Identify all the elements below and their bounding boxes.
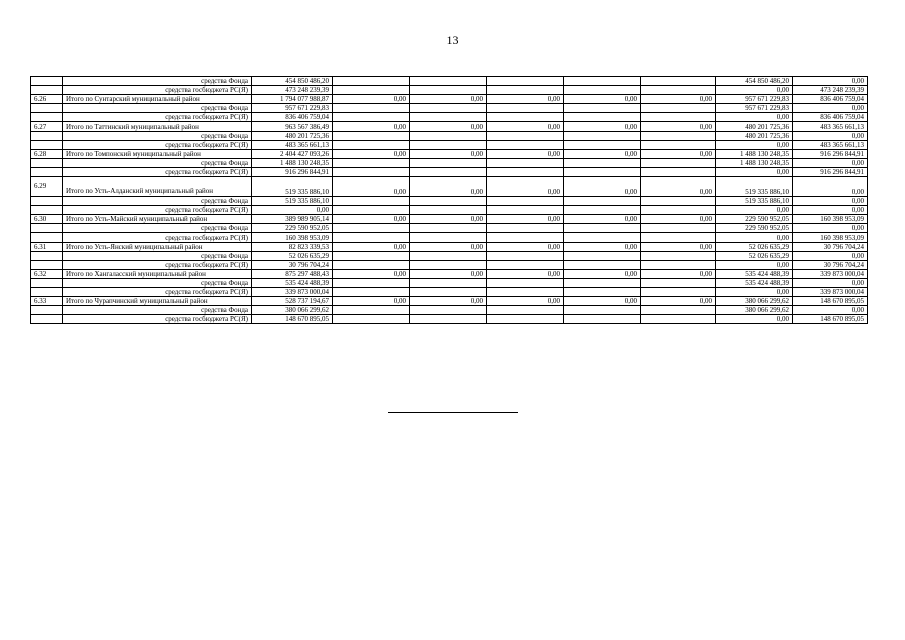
cell-total: 1 794 077 988,87: [252, 95, 333, 104]
table-row: [31, 278, 868, 287]
cell-c7: 0,00: [641, 269, 716, 278]
cell-c6: 0,00: [564, 215, 641, 224]
cell-c10: 0,00: [793, 104, 868, 113]
cell-c3: [333, 206, 410, 215]
cell-c10: 30 796 704,24: [793, 260, 868, 269]
table-row: [31, 167, 868, 176]
cell-c10: 0,00: [793, 224, 868, 233]
cell-c4: 0,00: [410, 269, 487, 278]
row-label: средства Фонда: [63, 278, 252, 287]
cell-c6: [564, 224, 641, 233]
cell-c9: 52 026 635,29: [716, 251, 793, 260]
cell-total: 916 296 844,91: [252, 167, 333, 176]
cell-c10: 916 296 844,91: [793, 167, 868, 176]
table-row: [31, 287, 868, 296]
page-number: 13: [446, 33, 459, 47]
cell-c10: 339 873 000,04: [793, 269, 868, 278]
row-code: [31, 158, 63, 167]
cell-c4: 0,00: [410, 215, 487, 224]
cell-c9: 380 066 299,62: [716, 306, 793, 315]
cell-c4: 0,00: [410, 122, 487, 131]
row-label: средства госбюджета РС(Я): [63, 287, 252, 296]
cell-c4: 0,00: [410, 177, 487, 197]
cell-c9: 480 201 725,36: [716, 122, 793, 131]
cell-c3: 0,00: [333, 215, 410, 224]
row-label: Итого по Чурапчинский муниципальный район: [63, 297, 252, 306]
row-label: средства госбюджета РС(Я): [63, 167, 252, 176]
cell-c6: 0,00: [564, 242, 641, 251]
cell-c5: 0,00: [487, 242, 564, 251]
cell-total: 454 850 486,20: [252, 77, 333, 86]
cell-c4: 0,00: [410, 95, 487, 104]
cell-c3: 0,00: [333, 122, 410, 131]
row-label: Итого по Усть-Алданский муниципальный район: [63, 177, 252, 197]
cell-c10: 0,00: [793, 177, 868, 197]
row-label: средства Фонда: [63, 131, 252, 140]
row-code: [31, 167, 63, 176]
cell-c10: 483 365 661,13: [793, 140, 868, 149]
cell-c6: [564, 77, 641, 86]
row-code: [31, 260, 63, 269]
cell-c5: [487, 224, 564, 233]
cell-total: 160 398 953,09: [252, 233, 333, 242]
cell-c3: [333, 224, 410, 233]
cell-total: 473 248 239,39: [252, 86, 333, 95]
row-code: 6.33: [31, 297, 63, 306]
cell-c5: [487, 251, 564, 260]
cell-c10: 339 873 000,04: [793, 287, 868, 296]
cell-total: 957 671 229,83: [252, 104, 333, 113]
cell-c7: [641, 113, 716, 122]
cell-c3: 0,00: [333, 242, 410, 251]
cell-total: 52 026 635,29: [252, 251, 333, 260]
table-row: [31, 242, 868, 251]
table-row: [31, 260, 868, 269]
row-code: 6.26: [31, 95, 63, 104]
row-code: [31, 104, 63, 113]
cell-c7: [641, 131, 716, 140]
cell-c9: 1 488 130 248,35: [716, 149, 793, 158]
cell-c7: 0,00: [641, 149, 716, 158]
cell-c9: 380 066 299,62: [716, 297, 793, 306]
row-label: средства Фонда: [63, 306, 252, 315]
cell-c10: 160 398 953,09: [793, 233, 868, 242]
cell-c6: [564, 131, 641, 140]
cell-c6: [564, 167, 641, 176]
table-row: [31, 158, 868, 167]
cell-c9: 480 201 725,36: [716, 131, 793, 140]
cell-c4: [410, 315, 487, 324]
cell-c10: 0,00: [793, 131, 868, 140]
table-row: [31, 122, 868, 131]
cell-c6: [564, 104, 641, 113]
cell-c10: 30 796 704,24: [793, 242, 868, 251]
row-label: средства госбюджета РС(Я): [63, 113, 252, 122]
row-label: Итого по Таттинский муниципальный район: [63, 122, 252, 131]
row-code: [31, 315, 63, 324]
cell-c10: 836 406 759,04: [793, 95, 868, 104]
cell-c4: [410, 77, 487, 86]
cell-c7: [641, 104, 716, 113]
cell-c7: [641, 278, 716, 287]
cell-c5: 0,00: [487, 149, 564, 158]
cell-c9: 0,00: [716, 167, 793, 176]
cell-c10: 0,00: [793, 197, 868, 206]
cell-c10: 0,00: [793, 158, 868, 167]
table-row: [31, 131, 868, 140]
cell-c4: 0,00: [410, 242, 487, 251]
cell-c4: [410, 113, 487, 122]
row-label: средства госбюджета РС(Я): [63, 260, 252, 269]
cell-c9: 454 850 486,20: [716, 77, 793, 86]
cell-c6: 0,00: [564, 95, 641, 104]
table-row: [31, 297, 868, 306]
cell-c7: [641, 315, 716, 324]
table-row: [31, 269, 868, 278]
cell-total: 339 873 000,04: [252, 287, 333, 296]
cell-c10: 473 248 239,39: [793, 86, 868, 95]
cell-c5: [487, 206, 564, 215]
cell-c9: 52 026 635,29: [716, 242, 793, 251]
cell-c3: [333, 315, 410, 324]
cell-c4: [410, 158, 487, 167]
row-label: средства госбюджета РС(Я): [63, 315, 252, 324]
cell-c7: 0,00: [641, 122, 716, 131]
cell-c7: [641, 233, 716, 242]
cell-c3: [333, 167, 410, 176]
cell-c6: 0,00: [564, 177, 641, 197]
cell-c3: [333, 251, 410, 260]
cell-c7: [641, 224, 716, 233]
cell-c3: 0,00: [333, 95, 410, 104]
cell-c6: [564, 260, 641, 269]
cell-total: 229 590 952,05: [252, 224, 333, 233]
cell-c6: [564, 158, 641, 167]
cell-total: 380 066 299,62: [252, 306, 333, 315]
cell-c9: 519 335 886,10: [716, 197, 793, 206]
cell-c4: 0,00: [410, 149, 487, 158]
cell-c3: 0,00: [333, 149, 410, 158]
cell-c3: 0,00: [333, 269, 410, 278]
table-row: [31, 206, 868, 215]
row-code: 6.31: [31, 242, 63, 251]
table-row: [31, 315, 868, 324]
cell-c10: 148 670 895,05: [793, 315, 868, 324]
cell-c4: [410, 86, 487, 95]
cell-c3: [333, 77, 410, 86]
cell-c6: [564, 113, 641, 122]
table-row: [31, 77, 868, 86]
cell-c5: [487, 233, 564, 242]
cell-c10: 0,00: [793, 77, 868, 86]
cell-c4: [410, 287, 487, 296]
row-label: средства Фонда: [63, 197, 252, 206]
row-label: Итого по Томпонский муниципальный район: [63, 149, 252, 158]
cell-total: 389 989 905,14: [252, 215, 333, 224]
cell-c4: [410, 251, 487, 260]
cell-c9: 0,00: [716, 206, 793, 215]
cell-total: 480 201 725,36: [252, 131, 333, 140]
cell-c6: [564, 251, 641, 260]
cell-c9: 1 488 130 248,35: [716, 158, 793, 167]
cell-c5: [487, 260, 564, 269]
row-label: средства госбюджета РС(Я): [63, 206, 252, 215]
cell-total: 535 424 488,39: [252, 278, 333, 287]
cell-c5: [487, 287, 564, 296]
cell-total: 836 406 759,04: [252, 113, 333, 122]
row-code: 6.29: [31, 177, 63, 197]
table-row: [31, 140, 868, 149]
row-code: [31, 197, 63, 206]
footer-divider: [388, 412, 518, 413]
row-label: средства госбюджета РС(Я): [63, 86, 252, 95]
cell-c7: 0,00: [641, 177, 716, 197]
row-code: 6.28: [31, 149, 63, 158]
cell-c5: [487, 113, 564, 122]
row-label: средства госбюджета РС(Я): [63, 233, 252, 242]
row-label: средства Фонда: [63, 104, 252, 113]
cell-c3: [333, 306, 410, 315]
cell-c10: 0,00: [793, 278, 868, 287]
cell-c7: [641, 206, 716, 215]
table-row: [31, 86, 868, 95]
cell-total: 1 488 130 248,35: [252, 158, 333, 167]
table-row: [31, 104, 868, 113]
cell-c3: [333, 197, 410, 206]
cell-total: 82 823 339,53: [252, 242, 333, 251]
cell-c6: [564, 315, 641, 324]
cell-c4: [410, 233, 487, 242]
table-row: [31, 177, 868, 197]
cell-c7: 0,00: [641, 95, 716, 104]
cell-c6: 0,00: [564, 297, 641, 306]
cell-c5: [487, 86, 564, 95]
cell-c3: [333, 131, 410, 140]
row-label: средства Фонда: [63, 158, 252, 167]
cell-c6: 0,00: [564, 122, 641, 131]
cell-c7: [641, 260, 716, 269]
cell-c5: [487, 158, 564, 167]
cell-c3: [333, 260, 410, 269]
cell-c9: 957 671 229,83: [716, 104, 793, 113]
row-code: [31, 77, 63, 86]
cell-c10: 916 296 844,91: [793, 149, 868, 158]
table-row: [31, 224, 868, 233]
cell-c9: 0,00: [716, 113, 793, 122]
cell-c7: [641, 140, 716, 149]
table-row: [31, 149, 868, 158]
table-row: [31, 215, 868, 224]
table-row: [31, 95, 868, 104]
cell-c9: 229 590 952,05: [716, 224, 793, 233]
cell-c3: [333, 104, 410, 113]
cell-c5: [487, 131, 564, 140]
cell-c10: 0,00: [793, 251, 868, 260]
cell-c5: [487, 167, 564, 176]
row-label: средства Фонда: [63, 251, 252, 260]
cell-c9: 535 424 488,39: [716, 278, 793, 287]
cell-c5: 0,00: [487, 177, 564, 197]
cell-c4: [410, 140, 487, 149]
row-code: [31, 113, 63, 122]
row-label: средства Фонда: [63, 77, 252, 86]
row-code: [31, 251, 63, 260]
cell-c5: 0,00: [487, 269, 564, 278]
cell-c9: 519 335 886,10: [716, 177, 793, 197]
cell-c7: 0,00: [641, 215, 716, 224]
cell-c4: [410, 260, 487, 269]
cell-c6: [564, 233, 641, 242]
cell-total: 528 737 194,67: [252, 297, 333, 306]
table-body: [31, 77, 868, 324]
cell-c10: 0,00: [793, 306, 868, 315]
cell-c9: 535 424 488,39: [716, 269, 793, 278]
cell-c3: [333, 86, 410, 95]
cell-c6: [564, 306, 641, 315]
row-label: Итого по Сунтарский муниципальный район: [63, 95, 252, 104]
row-label: Итого по Усть-Янский муниципальный район: [63, 242, 252, 251]
cell-c7: [641, 251, 716, 260]
cell-total: 0,00: [252, 206, 333, 215]
row-label: средства Фонда: [63, 224, 252, 233]
row-code: [31, 131, 63, 140]
cell-c7: [641, 167, 716, 176]
cell-c5: [487, 104, 564, 113]
row-code: [31, 224, 63, 233]
table-row: [31, 197, 868, 206]
cell-c6: [564, 206, 641, 215]
cell-c4: [410, 104, 487, 113]
cell-c10: 483 365 661,13: [793, 122, 868, 131]
row-code: 6.30: [31, 215, 63, 224]
cell-c9: 0,00: [716, 287, 793, 296]
row-code: 6.27: [31, 122, 63, 131]
cell-c7: [641, 197, 716, 206]
cell-c10: 148 670 895,05: [793, 297, 868, 306]
cell-total: 875 297 488,43: [252, 269, 333, 278]
cell-c3: [333, 278, 410, 287]
row-code: [31, 278, 63, 287]
table-row: [31, 306, 868, 315]
cell-c5: 0,00: [487, 215, 564, 224]
cell-c5: 0,00: [487, 95, 564, 104]
row-code: [31, 233, 63, 242]
cell-c3: 0,00: [333, 297, 410, 306]
cell-c6: [564, 197, 641, 206]
cell-c9: 0,00: [716, 233, 793, 242]
cell-c4: 0,00: [410, 297, 487, 306]
cell-c6: 0,00: [564, 149, 641, 158]
cell-c4: [410, 206, 487, 215]
cell-total: 30 796 704,24: [252, 260, 333, 269]
cell-c5: [487, 306, 564, 315]
row-label: средства госбюджета РС(Я): [63, 140, 252, 149]
row-code: [31, 86, 63, 95]
cell-c10: 0,00: [793, 206, 868, 215]
cell-total: 2 404 427 093,26: [252, 149, 333, 158]
cell-c7: [641, 287, 716, 296]
cell-c7: [641, 306, 716, 315]
cell-c6: [564, 140, 641, 149]
cell-total: 963 567 386,49: [252, 122, 333, 131]
row-code: [31, 206, 63, 215]
cell-c6: [564, 287, 641, 296]
cell-c3: 0,00: [333, 177, 410, 197]
cell-c3: [333, 140, 410, 149]
cell-c5: 0,00: [487, 122, 564, 131]
cell-total: 483 365 661,13: [252, 140, 333, 149]
cell-c4: [410, 131, 487, 140]
cell-c4: [410, 224, 487, 233]
cell-c7: [641, 158, 716, 167]
row-code: [31, 140, 63, 149]
cell-c4: [410, 278, 487, 287]
cell-c9: 0,00: [716, 140, 793, 149]
cell-c7: [641, 86, 716, 95]
row-label: Итого по Усть-Майский муниципальный район: [63, 215, 252, 224]
cell-c3: [333, 233, 410, 242]
cell-total: 519 335 886,10: [252, 177, 333, 197]
cell-c6: 0,00: [564, 269, 641, 278]
cell-c6: [564, 278, 641, 287]
cell-c9: 0,00: [716, 260, 793, 269]
cell-c10: 160 398 953,09: [793, 215, 868, 224]
table-row: [31, 233, 868, 242]
cell-c4: [410, 167, 487, 176]
table-row: [31, 113, 868, 122]
row-code: [31, 287, 63, 296]
cell-c9: 229 590 952,05: [716, 215, 793, 224]
funding-table: [30, 76, 868, 324]
cell-c4: [410, 197, 487, 206]
cell-c5: 0,00: [487, 297, 564, 306]
cell-c3: [333, 287, 410, 296]
row-label: Итого по Хангаласский муниципальный район: [63, 269, 252, 278]
cell-c7: 0,00: [641, 297, 716, 306]
cell-c9: 0,00: [716, 86, 793, 95]
cell-c5: [487, 197, 564, 206]
cell-c3: [333, 113, 410, 122]
row-code: 6.32: [31, 269, 63, 278]
cell-c9: 957 671 229,83: [716, 95, 793, 104]
cell-c6: [564, 86, 641, 95]
cell-c5: [487, 315, 564, 324]
cell-c3: [333, 158, 410, 167]
cell-total: 148 670 895,05: [252, 315, 333, 324]
cell-c7: 0,00: [641, 242, 716, 251]
cell-total: 519 335 886,10: [252, 197, 333, 206]
table-row: [31, 251, 868, 260]
cell-c5: [487, 77, 564, 86]
cell-c5: [487, 278, 564, 287]
cell-c9: 0,00: [716, 315, 793, 324]
cell-c4: [410, 306, 487, 315]
row-code: [31, 306, 63, 315]
cell-c10: 836 406 759,04: [793, 113, 868, 122]
cell-c5: [487, 140, 564, 149]
cell-c7: [641, 77, 716, 86]
